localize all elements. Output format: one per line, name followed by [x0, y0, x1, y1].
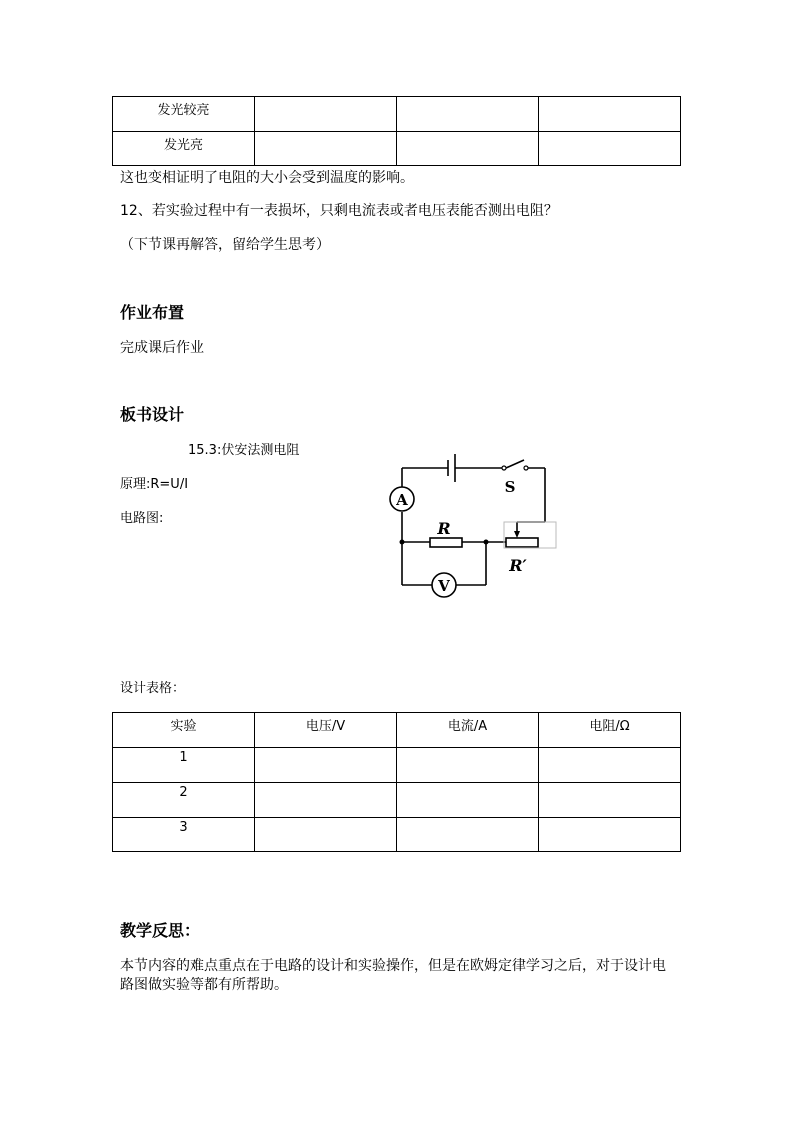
header-voltage: 电压/V [255, 713, 397, 748]
principle-text: 原理:R=U/I [120, 477, 189, 492]
ammeter-label: A [396, 491, 408, 509]
table-row [113, 97, 681, 132]
row-number: 2 [113, 783, 255, 818]
table-cell [255, 97, 397, 132]
table-cell [255, 783, 397, 818]
resistor-label: R [437, 519, 451, 538]
table-cell [397, 783, 539, 818]
row-number: 1 [113, 748, 255, 783]
table-cell [397, 818, 539, 852]
homework-heading: 作业布置 [120, 303, 185, 322]
question-12: 12、若实验过程中有一表损坏，只剩电流表或者电压表能否测出电阻？ [120, 203, 558, 219]
board-heading: 板书设计 [120, 405, 185, 424]
table-cell [539, 748, 681, 783]
table-row [113, 132, 681, 166]
table-cell [255, 132, 397, 166]
table-cell [397, 132, 539, 166]
reflection-heading: 教学反思： [120, 921, 201, 940]
voltmeter-label: V [438, 577, 450, 595]
header-current: 电流/A [397, 713, 539, 748]
row-number: 3 [113, 818, 255, 852]
table-cell [539, 132, 681, 166]
resistor-symbol [430, 538, 462, 547]
brightness-table [112, 96, 681, 166]
table-row [113, 818, 681, 852]
temperature-paragraph: 这也变相证明了电阻的大小会受到温度的影响。 [120, 170, 414, 186]
rheostat-label: R′ [509, 556, 527, 575]
design-table-label: 设计表格： [120, 681, 186, 696]
switch-label: S [504, 478, 516, 496]
table-header-row [113, 713, 681, 748]
table-cell [539, 783, 681, 818]
table-cell [539, 97, 681, 132]
header-experiment: 实验 [113, 713, 255, 748]
board-title: 15.3:伏安法测电阻 [188, 443, 300, 458]
design-table [112, 712, 681, 852]
circuit-diagram [380, 450, 570, 605]
table-cell [397, 97, 539, 132]
table-row [113, 748, 681, 783]
table-cell [397, 748, 539, 783]
header-resistance: 电阻/Ω [539, 713, 681, 748]
reflection-line-2: 路图做实验等都有所帮助。 [120, 977, 288, 993]
table-cell-label: 发光亮 [113, 132, 255, 166]
rheostat-symbol [506, 538, 538, 547]
table-cell-label: 发光较亮 [113, 97, 255, 132]
table-cell [255, 748, 397, 783]
reflection-line-1: 本节内容的难点重点在于电路的设计和实验操作，但是在欧姆定律学习之后，对于设计电 [120, 958, 666, 974]
question-12-note: （下节课再解答，留给学生思考） [120, 237, 330, 253]
homework-text: 完成课后作业 [120, 340, 204, 356]
table-row [113, 783, 681, 818]
table-cell [255, 818, 397, 852]
table-cell [539, 818, 681, 852]
circuit-label: 电路图: [120, 511, 164, 526]
